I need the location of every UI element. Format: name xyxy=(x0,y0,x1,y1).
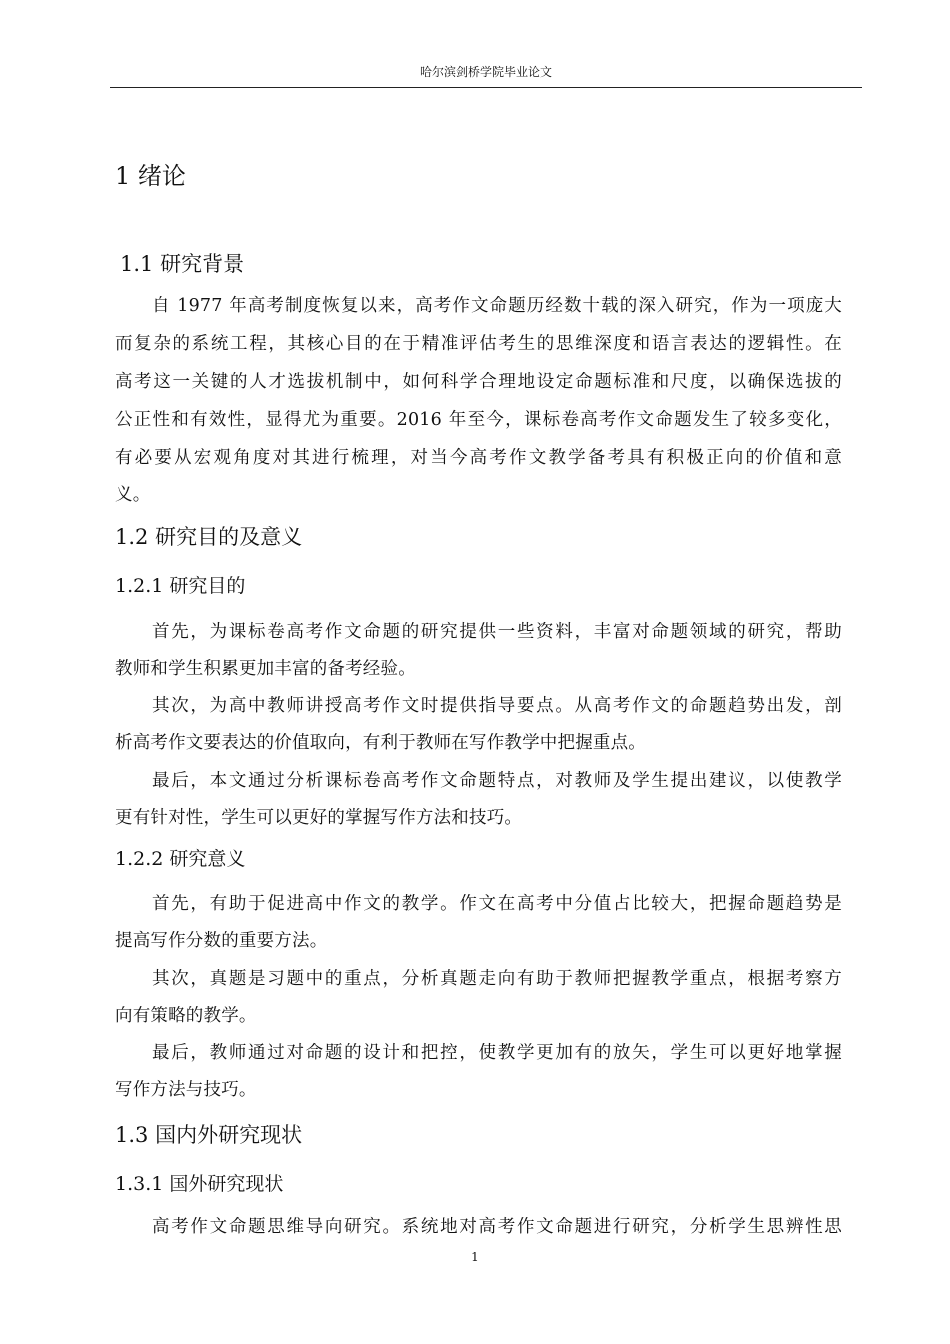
subsection-title-1-2-2: 1.2.2 研究意义 xyxy=(115,848,246,870)
header-divider xyxy=(110,87,862,88)
paragraph-line: 义。 xyxy=(115,485,151,505)
paragraph-line: 析高考作文要表达的价值取向，有利于教师在写作教学中把握重点。 xyxy=(115,733,646,753)
paragraph-line: 向有策略的教学。 xyxy=(115,1006,257,1026)
section-title-1-3: 1.3 国内外研究现状 xyxy=(115,1123,303,1147)
paragraph-line: 高考这一关键的人才选拔机制中，如何科学合理地设定命题标准和尺度，以确保选拔的 xyxy=(115,372,842,392)
paragraph-line: 提高写作分数的重要方法。 xyxy=(115,931,328,951)
paragraph-line: 首先，有助于促进高中作文的教学。作文在高考中分值占比较大，把握命题趋势是 xyxy=(152,894,842,914)
section-title-1-2: 1.2 研究目的及意义 xyxy=(115,525,303,549)
paragraph-line: 最后，本文通过分析课标卷高考作文命题特点，对教师及学生提出建议，以使教学 xyxy=(152,771,842,791)
running-header: 哈尔滨剑桥学院毕业论文 xyxy=(419,65,552,79)
paragraph-line: 其次，为高中教师讲授高考作文时提供指导要点。从高考作文的命题趋势出发，剖 xyxy=(152,696,842,716)
paragraph-line: 首先，为课标卷高考作文命题的研究提供一些资料，丰富对命题领域的研究，帮助 xyxy=(152,622,842,642)
paragraph-line: 最后，教师通过对命题的设计和把控，使教学更加有的放矢，学生可以更好地掌握 xyxy=(152,1043,842,1063)
page-number: 1 xyxy=(471,1250,479,1264)
subsection-title-1-2-1: 1.2.1 研究目的 xyxy=(115,575,246,597)
paragraph-line: 而复杂的系统工程，其核心目的在于精准评估考生的思维深度和语言表达的逻辑性。在 xyxy=(115,334,842,354)
paragraph-line: 高考作文命题思维导向研究。系统地对高考作文命题进行研究，分析学生思辨性思 xyxy=(152,1217,842,1237)
paragraph-line: 公正性和有效性，显得尤为重要。2016 年至今，课标卷高考作文命题发生了较多变化， xyxy=(115,410,842,430)
paragraph-line: 其次，真题是习题中的重点，分析真题走向有助于教师把握教学重点，根据考察方 xyxy=(152,969,842,989)
subsection-title-1-3-1: 1.3.1 国外研究现状 xyxy=(115,1173,284,1195)
paragraph-line: 有必要从宏观角度对其进行梳理，对当今高考作文教学备考具有积极正向的价值和意 xyxy=(115,448,842,468)
paragraph-line: 自 1977 年高考制度恢复以来，高考作文命题历经数十载的深入研究，作为一项庞大 xyxy=(152,296,842,316)
paragraph-line: 教师和学生积累更加丰富的备考经验。 xyxy=(115,659,416,679)
paragraph-line: 更有针对性，学生可以更好的掌握写作方法和技巧。 xyxy=(115,808,523,828)
paragraph-line: 写作方法与技巧。 xyxy=(115,1080,257,1100)
section-title-1-1: 1.1 研究背景 xyxy=(120,252,245,276)
chapter-title: 1 绪论 xyxy=(115,162,186,190)
